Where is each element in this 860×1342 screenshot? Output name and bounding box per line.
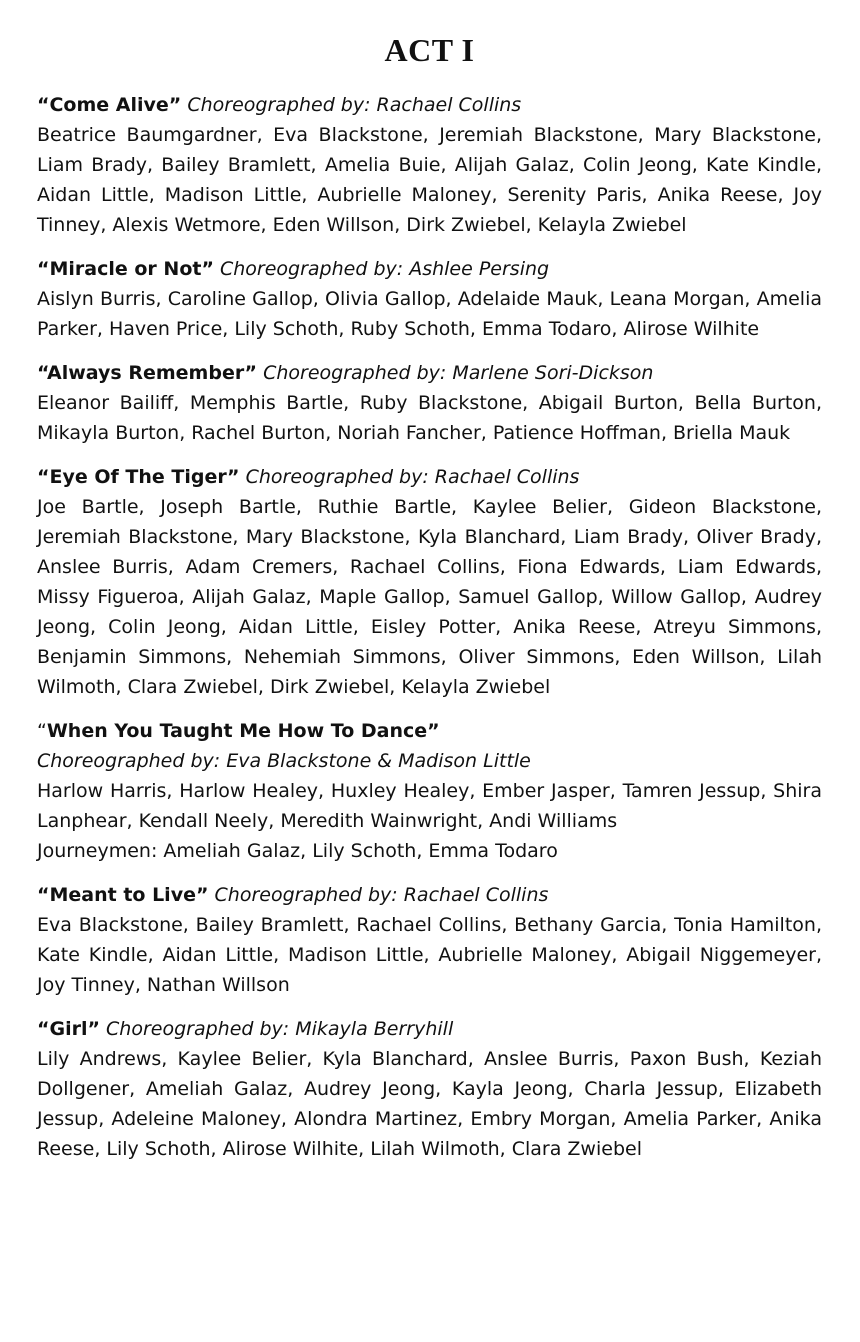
choreographer-credit: Choreographed by: Rachael Collins [214, 884, 549, 906]
cast-list: Harlow Harris, Harlow Healey, Huxley Healey, Ember Jasper, Tamren Jessup, Shira Lanphear, Kendall Neely, Meredith Wainwright, Andi Williams [37, 780, 822, 832]
number-when-you-taught-me [37, 716, 822, 866]
number-meant-to-live [37, 880, 822, 1000]
song-title: “Meant to Live” [37, 884, 209, 906]
song-title: “Miracle or Not” [37, 258, 214, 280]
number-header [37, 880, 822, 910]
choreographer-credit: Choreographed by: Rachael Collins [245, 466, 580, 488]
number-girl [37, 1014, 822, 1164]
song-title: “Come Alive” [37, 94, 182, 116]
journeymen-list: Journeymen: Ameliah Galaz, Lily Schoth, Emma Todaro [37, 840, 558, 862]
choreographer-credit: Choreographed by: Eva Blackstone & Madison Little [37, 750, 531, 772]
number-miracle-or-not [37, 254, 822, 344]
number-header [37, 716, 822, 746]
cast-list: Lily Andrews, Kaylee Belier, Kyla Blanchard, Anslee Burris, Paxon Bush, Keziah Dollgener, Ameliah Galaz, Audrey Jeong, Kayla Jeong, Charla Jessup, Elizabeth Jessup, Adeleine Maloney, Alondra Martinez, Embry Morgan, Amelia Parker, Anika Reese, Lily Schoth, Alirose Wilhite, Lilah Wilmoth, Clara Zwiebel [37, 1048, 822, 1160]
number-eye-of-the-tiger [37, 462, 822, 702]
number-header [37, 462, 822, 492]
number-header [37, 90, 822, 120]
choreographer-credit: Choreographed by: Mikayla Berryhill [106, 1018, 454, 1040]
song-title: “Always Remember” [37, 362, 258, 384]
cast-list: Eleanor Bailiff, Memphis Bartle, Ruby Blackstone, Abigail Burton, Bella Burton, Mikayla Burton, Rachel Burton, Noriah Fancher, Patience Hoffman, Briella Mauk [37, 392, 822, 444]
number-header [37, 254, 822, 284]
song-title-open-quote: “ [37, 720, 47, 742]
choreographer-credit: Choreographed by: Rachael Collins [187, 94, 522, 116]
cast-list: Joe Bartle, Joseph Bartle, Ruthie Bartle, Kaylee Belier, Gideon Blackstone, Jeremiah Blackstone, Mary Blackstone, Kyla Blanchard, Liam Brady, Oliver Brady, Anslee Burris, Adam Cremers, Rachael Collins, Fiona Edwards, Liam Edwards, Missy Figueroa, Alijah Galaz, Maple Gallop, Samuel Gallop, Willow Gallop, Audrey Jeong, Colin Jeong, Aidan Little, Eisley Potter, Anika Reese, Atreyu Simmons, Benjamin Simmons, Nehemiah Simmons, Oliver Simmons, Eden Willson, Lilah Wilmoth, Clara Zwiebel, Dirk Zwiebel, Kelayla Zwiebel [37, 496, 822, 698]
number-come-alive [37, 90, 822, 240]
song-title: “Eye Of The Tiger” [37, 466, 240, 488]
cast-list: Eva Blackstone, Bailey Bramlett, Rachael Collins, Bethany Garcia, Tonia Hamilton, Kate Kindle, Aidan Little, Madison Little, Aubrielle Maloney, Abigail Niggemeyer, Joy Tinney, Nathan Willson [37, 914, 822, 996]
cast-list: Beatrice Baumgardner, Eva Blackstone, Jeremiah Blackstone, Mary Blackstone, Liam Brady, Bailey Bramlett, Amelia Buie, Alijah Galaz, Colin Jeong, Kate Kindle, Aidan Little, Madison Little, Aubrielle Maloney, Serenity Paris, Anika Reese, Joy Tinney, Alexis Wetmore, Eden Willson, Dirk Zwiebel, Kelayla Zwiebel [37, 124, 822, 236]
number-header [37, 358, 822, 388]
cast-list: Aislyn Burris, Caroline Gallop, Olivia Gallop, Adelaide Mauk, Leana Morgan, Amelia Parker, Haven Price, Lily Schoth, Ruby Schoth, Emma Todaro, Alirose Wilhite [37, 288, 822, 340]
song-title: When You Taught Me How To Dance” [46, 720, 440, 742]
song-title: “Girl” [37, 1018, 100, 1040]
act-title: ACT I [384, 32, 475, 68]
number-always-remember [37, 358, 822, 448]
number-header [37, 1014, 822, 1044]
choreographer-credit: Choreographed by: Marlene Sori-Dickson [263, 362, 654, 384]
choreographer-credit: Choreographed by: Ashlee Persing [219, 258, 550, 280]
